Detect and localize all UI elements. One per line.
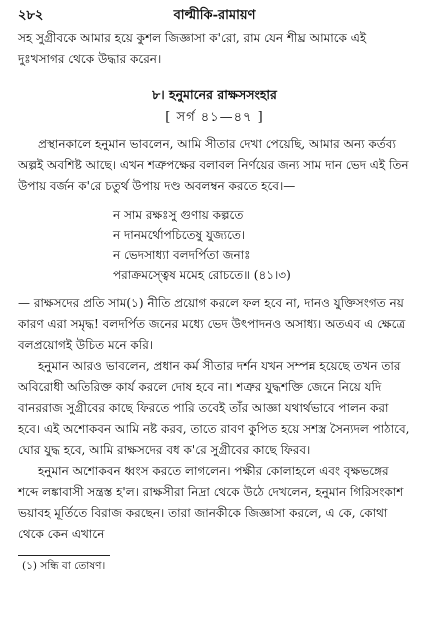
paragraph-2: — রাক্ষসদের প্রতি সাম(১) নীতি প্রয়োগ করলে ফল হবে না, দানও যুক্তিসংগত নয় কারণ এরা সমৃদ্ধ! বলদর্পিত জনের মধ্যে ভেদ উৎপাদনও অসাধ্য। অতএব এ ক্ষেত্রে বলপ্রয়োগই উচিত মনে করি। [18, 296, 406, 352]
opening-paragraph: সহ সুগ্রীবকে আমার হয়ে কুশল জিজ্ঞাসা ক'রো, রাম যেন শীঘ্র আমাকে এই দুঃখসাগর থেকে উদ্ধার করেন। [18, 31, 367, 66]
running-title: বাল্মীকি-রামায়ণ [173, 8, 256, 23]
footnote: (১) সন্ধি বা তোষণ। [22, 560, 106, 572]
verse-line: ন দানমর্থোপচিতেষু যুজ্যতে। [113, 228, 246, 242]
sanskrit-verse [113, 205, 411, 285]
paragraph-3: হনুমান আরও ভাবলেন, প্রধান কর্ম সীতার দর্শন যখন সম্পন্ন হয়েছে তখন তার অবিরোধী অতিরিক্ত কার্য করলে দোষ হবে না। শত্রুর যুদ্ধশক্তি জেনে নিয়ে যদি বানররাজ সুগ্রীবের কাছে ফিরতে পারি তবেই তাঁর আজ্ঞা যথার্থভাবে পালন করা হবে। এই অশোকবন আমি নষ্ট করব, তাতে রাবণ কুপিত হয়ে সশস্ত্র সৈন্যদল পাঠাবে, ঘোর যুদ্ধ হবে, আমি রাক্ষসদের বধ ক'রে সুগ্রীবের কাছে ফিরব। [18, 359, 410, 457]
page-header [18, 6, 411, 28]
verse-line: ন সাম রক্ষঃসু গুণায় কল্পতে [113, 208, 244, 222]
paragraph-1: প্রস্থানকালে হনুমান ভাবলেন, আমি সীতার দেখা পেয়েছি, আমার অন্য কর্তব্য অল্পই অবশিষ্ট আছে। এখন শত্রুপক্ষের বলাবল নির্ণয়ের জন্য সাম দান ভেদ এই তিন উপায় বর্জন ক'রে চতুর্থ উপায় দণ্ড অবলম্বন করতে হবে।— [18, 137, 409, 193]
footnote-divider [18, 555, 110, 556]
sarga-range: [ সর্গ ৪১—৪৭ ] [165, 110, 264, 125]
section-heading: ৮। হনুমানের রাক্ষসসংহার [152, 87, 277, 102]
verse-line: পরাক্রমস্ত্বেষ মমেহ রোচতে॥ (৪১।৩) [113, 268, 291, 282]
page-number: ২৮২ [18, 8, 44, 23]
verse-line: ন ভেদসাধ্যা বলদর্পিতা জনাঃ [113, 248, 251, 262]
paragraph-4: হনুমান অশোকবন ধ্বংস করতে লাগলেন। পক্ষীর কোলাহলে এবং বৃক্ষভঙ্গের শব্দে লঙ্কাবাসী সন্ত্রস্ত হ'ল। রাক্ষসীরা নিদ্রা থেকে উঠে দেখলেন, হনুমান গিরিসংকাশ ভয়াবহ মূর্তিতে বিরাজ করছেন। তারা জানকীকে জিজ্ঞাসা করলে, এ কে, কোথা থেকে কেন এখানে [18, 464, 404, 541]
